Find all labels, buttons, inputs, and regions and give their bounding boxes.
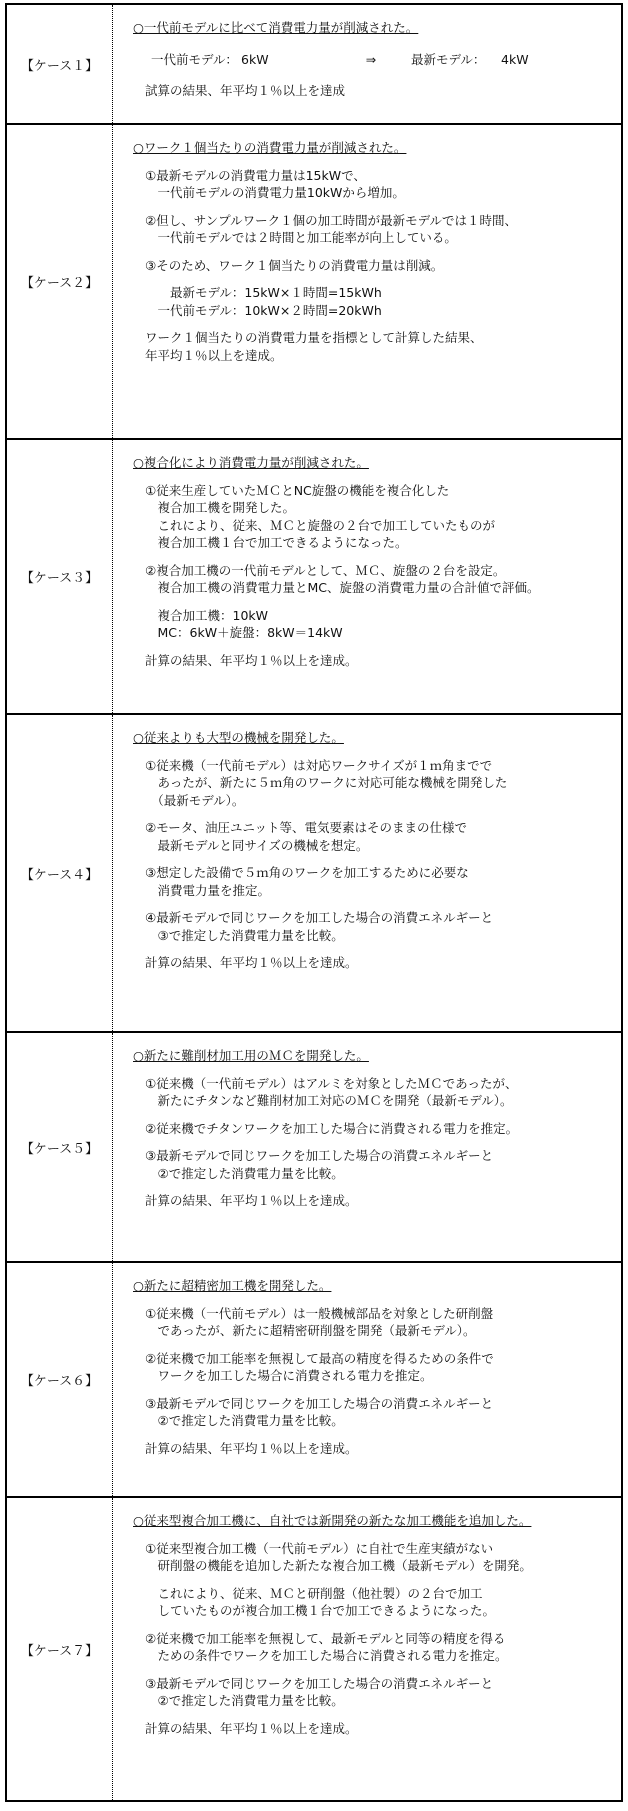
case-label: 【ケース５】 <box>7 1033 113 1261</box>
case-text: ③最新モデルで同じワークを加工した場合の消費エネルギーと ②で推定した消費電力量を比較。 <box>145 1148 494 1181</box>
case-label: 【ケース７】 <box>7 1498 113 1800</box>
case-text: ②従来機で加工能率を無視して、最新モデルと同等の精度を得る ための条件でワークを加工した場合に消費される電力を推定。 <box>145 1630 508 1663</box>
power-comparison <box>151 51 611 69</box>
case-label: 【ケース１】 <box>7 5 113 123</box>
case-heading: ○従来型複合加工機に、自社では新開発の新たな加工機能を追加した。 <box>133 1513 532 1528</box>
case-text: ②モータ、油圧ユニット等、電気要素はそのままの仕様で 最新モデルと同サイズの機械を想定。 <box>145 820 467 853</box>
case-text: ④最新モデルで同じワークを加工した場合の消費エネルギーと ③で推定した消費電力量を比較。 <box>145 910 494 943</box>
case-heading: ○新たに難削材加工用のＭＣを開発した。 <box>133 1048 369 1063</box>
case-content <box>113 1263 621 1496</box>
case-text: ①従来機（一代前モデル）は一般機械部品を対象とした研削盤 であったが、新たに超精密研削盤を開発（最新モデル）。 <box>145 1305 494 1338</box>
case-text: ③想定した設備で５ｍ角のワークを加工するために必要な 消費電力量を推定。 <box>145 865 469 898</box>
case-text: ワーク１個当たりの消費電力量を指標として計算した結果、 年平均１％以上を達成。 <box>145 330 483 363</box>
case-label: 【ケース３】 <box>7 440 113 713</box>
latest-model-value: 4kW <box>501 51 529 67</box>
case-label: 【ケース２】 <box>7 125 113 438</box>
case-content <box>113 1498 621 1800</box>
case-heading: ○ワーク１個当たりの消費電力量が削減された。 <box>133 140 407 155</box>
case-row-2 <box>7 125 621 440</box>
case-row-1 <box>7 5 621 125</box>
arrow-icon: ⇒ <box>365 51 377 67</box>
case-heading: ○従来よりも大型の機械を開発した。 <box>133 730 344 745</box>
case-text: ①従来機（一代前モデル）はアルミを対象としたＭＣであったが、 新たにチタンなど難削材加工対応のＭＣを開発（最新モデル）。 <box>145 1075 518 1108</box>
case-text: ②複合加工機の一代前モデルとして、ＭＣ、旋盤の２台を設定。 複合加工機の消費電力量とMC、旋盤の消費電力量の合計値で評価。 <box>145 562 540 595</box>
case-heading: ○新たに超精密加工機を開発した。 <box>133 1278 332 1293</box>
case-row-5 <box>7 1033 621 1263</box>
case-content <box>113 440 621 713</box>
case-content <box>113 1033 621 1261</box>
case-text: 最新モデル：15kW×１時間=15kWh 一代前モデル：10kW×２時間=20kWh <box>157 285 382 318</box>
case-text: ①従来生産していたＭＣとNC旋盤の機能を複合化した 複合加工機を開発した。 これにより、従来、ＭＣと旋盤の２台で加工していたものが 複合加工機１台で加工できるようになった。 <box>145 482 496 550</box>
case-text: ③最新モデルで同じワークを加工した場合の消費エネルギーと ②で推定した消費電力量を比較。 <box>145 1675 494 1708</box>
case-text: これにより、従来、ＭＣと研削盤（他社製）の２台で加工 していたものが複合加工機１台で加工できるようになった。 <box>157 1585 496 1618</box>
case-text: ③そのため、ワーク１個当たりの消費電力量は削減。 <box>145 257 444 273</box>
case-text: ①最新モデルの消費電力量は15kWで、 一代前モデルの消費電力量10kWから増加。 <box>145 167 405 200</box>
case-row-4 <box>7 715 621 1033</box>
case-text: ②従来機でチタンワークを加工した場合に消費される電力を推定。 <box>145 1120 519 1136</box>
case-heading: ○複合化により消費電力量が削減された。 <box>133 455 369 470</box>
case-content <box>113 5 621 123</box>
case-table <box>5 3 623 1802</box>
case-text: 計算の結果、年平均１％以上を達成。 <box>145 1720 358 1736</box>
previous-model-label: 一代前モデル： <box>151 51 238 67</box>
case-content <box>113 715 621 1031</box>
previous-model-value: 6kW <box>241 51 269 67</box>
case-row-3 <box>7 440 621 715</box>
case-content <box>113 125 621 438</box>
case-row-6 <box>7 1263 621 1498</box>
case-text: ②従来機で加工能率を無視して最高の精度を得るための条件で ワークを加工した場合に消費される電力を推定。 <box>145 1350 494 1383</box>
latest-model-label: 最新モデル： <box>411 51 486 67</box>
case-text: ①従来型複合加工機（一代前モデル）に自社で生産実績がない 研削盤の機能を追加した新たな複合加工機（最新モデル）を開発。 <box>145 1540 532 1573</box>
case-text: 試算の結果、年平均１％以上を達成 <box>145 83 346 98</box>
case-text: 複合加工機：10kW MC：6kW＋旋盤：8kW＝14kW <box>157 607 343 640</box>
case-label: 【ケース４】 <box>7 715 113 1031</box>
case-label: 【ケース６】 <box>7 1263 113 1496</box>
case-row-7 <box>7 1498 621 1800</box>
case-text: ②但し、サンプルワーク１個の加工時間が最新モデルでは１時間、 一代前モデルでは２時間と加工能率が向上している。 <box>145 212 517 245</box>
case-text: ①従来機（一代前モデル）は対応ワークサイズが１ｍ角までで あったが、新たに５ｍ角のワークに対応可能な機械を開発した （最新モデル）。 <box>145 757 508 808</box>
case-text: ③最新モデルで同じワークを加工した場合の消費エネルギーと ②で推定した消費電力量を比較。 <box>145 1395 494 1428</box>
case-text: 計算の結果、年平均１％以上を達成。 <box>145 1193 358 1208</box>
case-text: 計算の結果、年平均１％以上を達成。 <box>145 955 358 970</box>
case-heading: ○一代前モデルに比べて消費電力量が削減された。 <box>133 20 419 35</box>
case-text: 計算の結果、年平均１％以上を達成。 <box>145 1440 358 1456</box>
case-text: 計算の結果、年平均１％以上を達成。 <box>145 652 358 668</box>
